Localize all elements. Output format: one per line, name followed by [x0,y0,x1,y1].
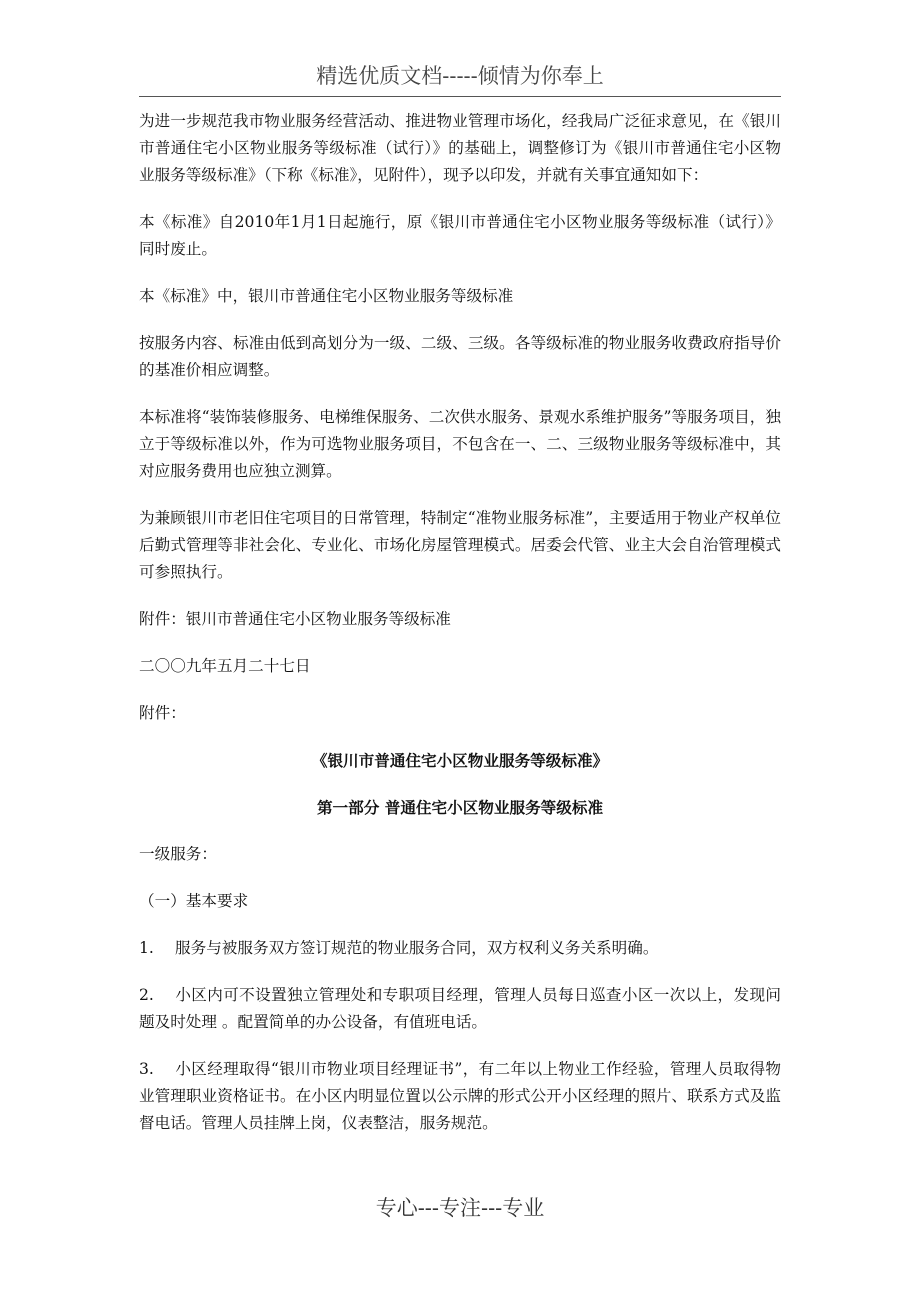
document-title: 《银川市普通住宅小区物业服务等级标准》 [311,751,609,770]
intro-paragraph: 为进一步规范我市物业服务经营活动、推进物业管理市场化，经我局广泛征求意见，在《银川市普通住宅小区物业服务等级标准（试行）》的基础上，调整修订为《银川市普通住宅小区物业服务等级标准》（下称《标准》，见附件），现予以印发，并就有关事宜通知如下： [139,112,781,184]
attachment-label: 附件： [139,704,186,722]
attachment-note: 附件：银川市普通住宅小区物业服务等级标准 [139,610,451,628]
list-item [139,1056,781,1137]
list-item-text: 小区经理取得“银川市物业项目经理证书”，有二年以上物业工作经验，管理人员取得物业管理职业资格证书。在小区内明显位置以公示牌的形式公开小区经理的照片、联系方式及监督电话。管理人员挂牌上岗，仪表整洁，服务规范。 [139,1060,781,1132]
grading-paragraph: 按服务内容、标准由低到高划分为一级、二级、三级。各等级标准的物业服务收费政府指导价的基准价相应调整。 [139,334,781,379]
header-divider [139,96,781,97]
list-item-number: 3. [139,1060,154,1078]
quasi-standard-paragraph: 为兼顾银川市老旧住宅项目的日常管理，特制定“准物业服务标准”，主要适用于物业产权单位后勤式管理等非社会化、专业化、市场化房屋管理模式。居委会代管、业主大会自治管理模式可参照执行。 [139,509,781,581]
effective-date-paragraph: 本《标准》自2010年1月1日起施行，原《银川市普通住宅小区物业服务等级标准（试行）》同时废止。 [139,213,781,258]
list-item-number: 2. [139,986,154,1004]
list-item [139,935,781,962]
page-header: 精选优质文档-----倾情为你奉上 [316,64,604,88]
list-item-number: 1. [139,939,154,957]
optional-services-paragraph: 本标准将“装饰装修服务、电梯维保服务、二次供水服务、景观水系维护服务”等服务项目，独立于等级标准以外，作为可选物业服务项目，不包含在一、二、三级物业服务等级标准中，其对应服务费用也应独立测算。 [139,408,781,480]
document-body [139,108,781,1157]
service-level-heading: 一级服务： [139,845,217,863]
list-item [139,982,781,1036]
list-item-text: 服务与被服务双方签订规范的物业服务合同，双方权利义务关系明确。 [175,939,659,957]
section-heading: （一）基本要求 [139,892,249,910]
page-footer: 专心---专注---专业 [375,1196,545,1220]
list-item-text: 小区内可不设置独立管理处和专职项目经理，管理人员每日巡查小区一次以上，发现问题及时处理 。配置简单的办公设备，有值班电话。 [139,986,781,1031]
part-heading: 第一部分 普通住宅小区物业服务等级标准 [316,798,604,817]
issue-date: 二〇〇九年五月二十七日 [139,657,311,675]
standard-scope-paragraph: 本《标准》中，银川市普通住宅小区物业服务等级标准 [139,287,514,305]
